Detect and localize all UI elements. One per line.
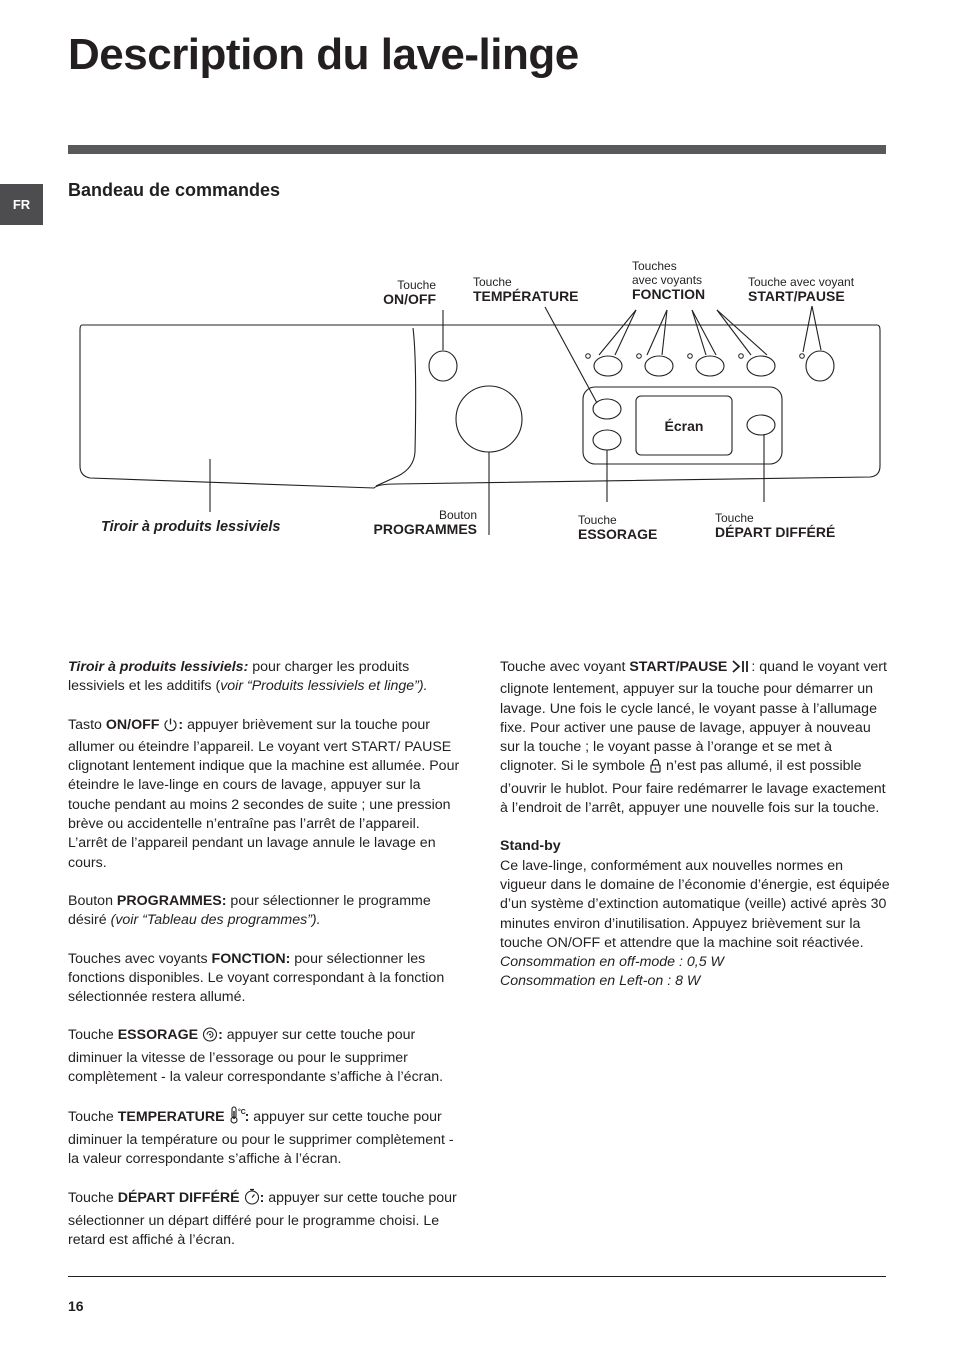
language-tab: FR — [0, 184, 43, 225]
svg-text:°C: °C — [237, 1109, 246, 1117]
fonction-led-4 — [739, 354, 744, 359]
programmes-text: pour sélectionner le programme désiré — [68, 892, 431, 929]
start-text-2: n’est pas allumé, il est possible d’ouvrir le hublot. Pour faire redémarrer le lavage exactement à l’endroit de l’arrêt, appuyer une nouvelle fois sur la touche. — [500, 758, 886, 817]
programmes-paragraph — [68, 892, 460, 931]
temperature-term: TEMPERATURE — [117, 1109, 225, 1126]
onoff-label-big: ON/OFF — [383, 291, 436, 307]
start-leader-2 — [812, 306, 821, 350]
essorage-label-big: ESSORAGE — [578, 526, 658, 542]
temperature-prefix: Touche — [68, 1109, 118, 1126]
standby-text: Ce lave-linge, conformément aux nouvelles normes en vigueur dans le domaine de l’économie d’énergie, est équipée d’un système d’extinction automatique (veille) activé après 30 minutes environ d’inutilisation. Appuyez brièvement sur la touche ON/OFF et attendre que la machine soit réactivée. — [500, 857, 890, 951]
tiroir-paragraph — [68, 658, 460, 697]
programmes-label-small: Bouton — [438, 508, 477, 522]
standby-heading: Stand-by — [500, 838, 561, 855]
temperature-label-big: TEMPÉRATURE — [473, 288, 579, 304]
right-text-column — [500, 658, 890, 992]
tiroir-text: pour charger les produits lessiviels et les additifs ( — [68, 659, 410, 695]
essorage-button — [593, 430, 621, 450]
onoff-label — [346, 278, 436, 306]
onoff-text: appuyer brièvement sur la touche pour allumer ou éteindre l’appareil. Le voyant vert START/ PAUSE clignotant lentement indique que la machine est allumée. Pour éteindre le lave-linge en cours de lavage, appuyer sur la touche pendant au moins 2 secondes de suite ; une pression brève ou accidentelle n’entraîne pas l’arrêt de l’appareil. L’arrêt de l’appareil pendant un lavage annule le lavage en cours. — [68, 716, 460, 871]
start-pause-label — [748, 275, 854, 303]
depart-text: appuyer sur cette touche pour sélectionner un départ différé pour le programme choisi. Le retard est affiché à l’écran. — [68, 1190, 457, 1248]
temperature-colon: : — [244, 1109, 250, 1126]
fonction-leader-7 — [717, 310, 751, 355]
programmes-label-big: PROGRAMMES — [373, 521, 477, 537]
start-pause-icon — [731, 659, 751, 680]
essorage-prefix: Touche — [68, 1027, 118, 1044]
fonction-led-3 — [688, 354, 693, 359]
fonction-paragraph — [68, 950, 460, 1008]
fonction-leader-1 — [599, 310, 636, 355]
start-text-1: : quand le voyant vert clignote lentement, appuyer sur la touche pour démarrer un lavage. Une fois le cycle lancé, le voyant passe à l’allumage fixe. Pour activer une pause de lavage, appuyer à nouveau sur la touche ; le voyant passe à l’orange et se met à clignoter. Si le symbole — [500, 659, 887, 775]
temperature-label — [473, 275, 579, 303]
depart-differe-button — [747, 415, 775, 435]
onoff-colon: : — [178, 716, 184, 733]
thermometer-icon — [229, 1106, 245, 1130]
start-leader-1 — [803, 306, 812, 352]
essorage-text: appuyer sur cette touche pour diminuer la vitesse de l’essorage ou pour le supprimer complètement - la valeur correspondante s’affiche à l’écran. — [68, 1027, 444, 1086]
temperature-label-small: Touche — [473, 275, 512, 289]
tiroir-term: Tiroir à produits lessiviels: — [68, 659, 249, 675]
spin-icon — [202, 1027, 218, 1048]
essorage-label — [578, 513, 657, 541]
fonction-button-3 — [696, 356, 724, 376]
start-pause-button — [806, 351, 834, 381]
fonction-text: pour sélectionner les fonctions disponibles. Le voyant correspondant à la fonction sélectionnée restera allumé. — [68, 950, 445, 1006]
temperature-button — [593, 399, 621, 419]
depart-colon: : — [259, 1190, 265, 1207]
depart-differe-label-big: DÉPART DIFFÉRÉ — [715, 524, 836, 540]
essorage-term: ESSORAGE — [117, 1027, 199, 1044]
depart-differe-label — [715, 511, 835, 539]
standby-paragraph — [500, 837, 890, 991]
start-pause-paragraph — [500, 658, 890, 818]
onoff-label-small: Touche — [397, 278, 436, 292]
onoff-paragraph — [68, 716, 460, 873]
left-text-column — [68, 658, 460, 1269]
essorage-paragraph — [68, 1026, 460, 1087]
onoff-prefix: Tasto — [68, 716, 106, 733]
start-pause-label-small: Touche avec voyant — [748, 275, 855, 289]
fonction-term: FONCTION: — [211, 950, 291, 967]
programmes-term: PROGRAMMES: — [116, 892, 227, 909]
depart-differe-label-small: Touche — [715, 511, 754, 525]
essorage-colon: : — [218, 1027, 223, 1044]
programmes-prefix: Bouton — [68, 892, 117, 909]
start-pause-led — [800, 354, 805, 359]
fonction-leader-8 — [717, 310, 767, 355]
fonction-label-small-1: Touches — [632, 259, 677, 273]
fonction-led-1 — [586, 354, 591, 359]
programmes-ref: (voir “Tableau des programmes”). — [110, 912, 321, 929]
page-title: Description du lave-linge — [68, 30, 579, 79]
programmes-label — [345, 508, 477, 536]
depart-term: DÉPART DIFFÉRÉ — [117, 1190, 240, 1207]
start-prefix: Touche avec voyant — [500, 659, 630, 675]
drawer-separator — [376, 328, 416, 486]
temperature-text: appuyer sur cette touche pour diminuer la température ou pour le supprimer complètement - la valeur correspondante s’affiche à l’écran. — [68, 1109, 454, 1167]
depart-prefix: Touche — [68, 1190, 118, 1207]
fonction-label-small-2: avec voyants — [632, 273, 703, 287]
consumption-off-mode: Consommation en off-mode : 0,5 W — [500, 954, 724, 971]
title-rule — [68, 145, 886, 154]
onoff-term: ON/OFF — [105, 716, 160, 733]
fonction-button-2 — [645, 356, 673, 376]
fonction-button-1 — [594, 356, 622, 376]
footer-rule — [68, 1276, 886, 1277]
door-lock-icon — [649, 758, 662, 779]
programmes-knob — [456, 386, 522, 452]
power-icon — [163, 717, 178, 738]
page-number: 16 — [68, 1298, 84, 1314]
essorage-label-small: Touche — [578, 513, 617, 527]
fonction-label — [632, 259, 705, 301]
tiroir-label: Tiroir à produits lessiviels — [101, 519, 281, 535]
delay-timer-icon — [244, 1188, 260, 1211]
consumption-left-on: Consommation en Left-on : 8 W — [500, 973, 701, 990]
section-heading: Bandeau de commandes — [68, 180, 281, 200]
fonction-prefix: Touches avec voyants — [68, 950, 212, 967]
depart-paragraph — [68, 1188, 460, 1250]
fonction-button-4 — [747, 356, 775, 376]
fonction-label-big: FONCTION — [632, 286, 706, 302]
start-pause-label-big: START/PAUSE — [748, 288, 845, 304]
tiroir-ref: voir “Produits lessiviels et linge”). — [220, 678, 428, 695]
screen-label: Écran — [664, 418, 704, 434]
fonction-led-2 — [637, 354, 642, 359]
start-term: START/PAUSE — [629, 659, 728, 675]
onoff-button — [429, 351, 457, 381]
temperature-paragraph — [68, 1106, 460, 1169]
